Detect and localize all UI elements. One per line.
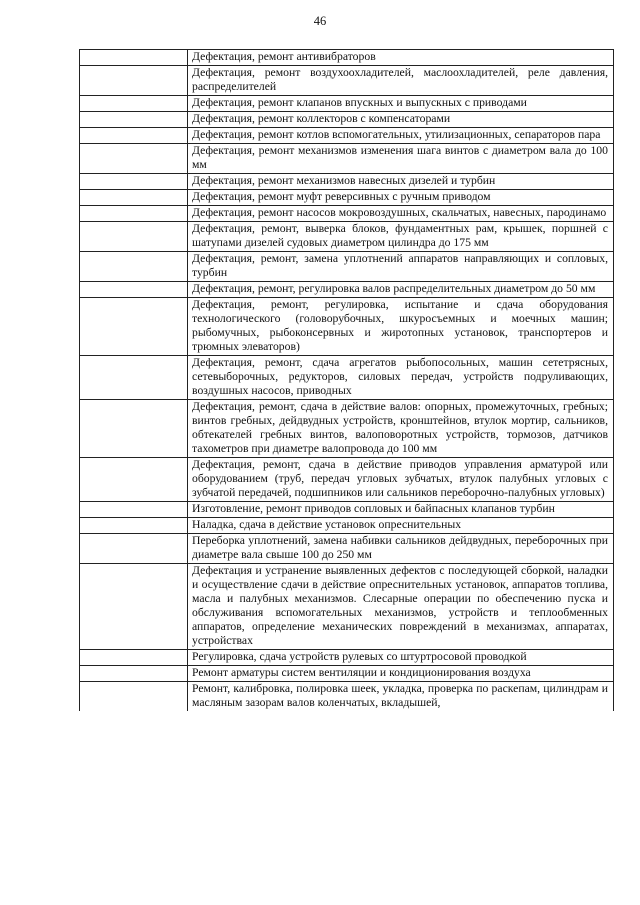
work-list-table (79, 49, 614, 711)
work-description-cell: Переборка уплотнений, замена набивки сальников дейдвудных, переборочных при диаметре вала свыше 100 до 250 мм (188, 534, 614, 564)
work-description-cell: Изготовление, ремонт приводов сопловых и байпасных клапанов турбин (188, 502, 614, 518)
work-description-cell: Дефектация, ремонт клапанов впускных и выпускных с приводами (188, 96, 614, 112)
work-description-cell: Ремонт, калибровка, полировка шеек, укладка, проверка по раскепам, цилиндрам и масляным зазорам валов коленчатых, вкладышей, (188, 682, 614, 712)
row-empty-cell (80, 650, 188, 666)
row-empty-cell (80, 50, 188, 66)
row-empty-cell (80, 144, 188, 174)
row-empty-cell (80, 112, 188, 128)
table-row (80, 112, 614, 128)
table-row (80, 282, 614, 298)
table-row (80, 400, 614, 458)
row-empty-cell (80, 282, 188, 298)
table-row (80, 144, 614, 174)
table-row (80, 682, 614, 712)
work-description-cell: Регулировка, сдача устройств рулевых со штуртросовой проводкой (188, 650, 614, 666)
row-empty-cell (80, 666, 188, 682)
work-description-cell: Дефектация, ремонт механизмов навесных дизелей и турбин (188, 174, 614, 190)
work-description-cell: Ремонт арматуры систем вентиляции и кондиционирования воздуха (188, 666, 614, 682)
row-empty-cell (80, 66, 188, 96)
row-empty-cell (80, 534, 188, 564)
table-row (80, 252, 614, 282)
table-row (80, 666, 614, 682)
work-description-cell: Дефектация, ремонт коллекторов с компенсаторами (188, 112, 614, 128)
work-description-cell: Наладка, сдача в действие установок опреснительных (188, 518, 614, 534)
work-description-cell: Дефектация, ремонт насосов мокровоздушных, скальчатых, навесных, пародинамо (188, 206, 614, 222)
row-empty-cell (80, 206, 188, 222)
table-row (80, 206, 614, 222)
work-description-cell: Дефектация, ремонт воздухоохладителей, маслоохладителей, реле давления, распределителей (188, 66, 614, 96)
work-description-cell: Дефектация, ремонт, замена уплотнений аппаратов направляющих и сопловых, турбин (188, 252, 614, 282)
table-row (80, 66, 614, 96)
page-number: 46 (313, 14, 327, 28)
row-empty-cell (80, 96, 188, 112)
work-description-cell: Дефектация, ремонт, регулировка, испытание и сдача оборудования технологического (головорубочных, шкуросъемных и моечных машин; рыбомучных, рыбоконсервных и жиротопных установок, транспортеров и трюмных элеваторов) (188, 298, 614, 356)
work-description-cell: Дефектация, ремонт, сдача в действие валов: опорных, промежуточных, гребных; винтов гребных, дейдвудных устройств, кронштейнов, втулок мортир, сальников, обтекателей гребных винтов, валоповоротных устройств, тормозов, датчиков тахометров при диаметре валопровода до 100 мм (188, 400, 614, 458)
table-row (80, 650, 614, 666)
row-empty-cell (80, 356, 188, 400)
work-description-cell: Дефектация, ремонт, регулировка валов распределительных диаметром до 50 мм (188, 282, 614, 298)
row-empty-cell (80, 222, 188, 252)
work-description-cell: Дефектация, ремонт, сдача агрегатов рыбопосольных, машин сететрясных, сетевыборочных, редукторов, силовых передач, устройств подруливающих, воздушных насосов, приводных (188, 356, 614, 400)
table-row (80, 50, 614, 66)
table-row (80, 298, 614, 356)
work-description-cell: Дефектация, ремонт, сдача в действие приводов управления арматурой или оборудованием (труб, передач угловых зубчатых, втулок палубных угловых с зубчатой передачей, подшипников или сальников переборочно-палубных угловых) (188, 458, 614, 502)
table-row (80, 518, 614, 534)
work-description-cell: Дефектация, ремонт, выверка блоков, фундаментных рам, крышек, поршней с шатупами дизелей судовых диаметром цилиндра до 175 мм (188, 222, 614, 252)
table-row (80, 190, 614, 206)
row-empty-cell (80, 518, 188, 534)
row-empty-cell (80, 174, 188, 190)
work-description-cell: Дефектация, ремонт котлов вспомогательных, утилизационных, сепараторов пара (188, 128, 614, 144)
row-empty-cell (80, 298, 188, 356)
work-description-cell: Дефектация, ремонт антивибраторов (188, 50, 614, 66)
table-row (80, 128, 614, 144)
work-description-cell: Дефектация, ремонт муфт реверсивных с ручным приводом (188, 190, 614, 206)
row-empty-cell (80, 502, 188, 518)
table-row (80, 564, 614, 650)
row-empty-cell (80, 400, 188, 458)
row-empty-cell (80, 252, 188, 282)
table-row (80, 534, 614, 564)
table-row (80, 222, 614, 252)
row-empty-cell (80, 682, 188, 712)
row-empty-cell (80, 190, 188, 206)
table-row (80, 96, 614, 112)
table-row (80, 458, 614, 502)
row-empty-cell (80, 564, 188, 650)
row-empty-cell (80, 458, 188, 502)
table-row (80, 174, 614, 190)
table-row (80, 356, 614, 400)
work-description-cell: Дефектация и устранение выявленных дефектов с последующей сборкой, наладки и осуществление сдачи в действие опреснительных установок, аппаратов топлива, масла и палубных механизмов. Слесарные операции по обеспечению пуска и обслуживания вспомогательных механизмов, устройств и теплообменных аппаратов, определение механических повреждений в механизмах, аппаратах, устройствах (188, 564, 614, 650)
work-description-cell: Дефектация, ремонт механизмов изменения шага винтов с диаметром вала до 100 мм (188, 144, 614, 174)
row-empty-cell (80, 128, 188, 144)
table-row (80, 502, 614, 518)
work-list-body (80, 50, 614, 712)
